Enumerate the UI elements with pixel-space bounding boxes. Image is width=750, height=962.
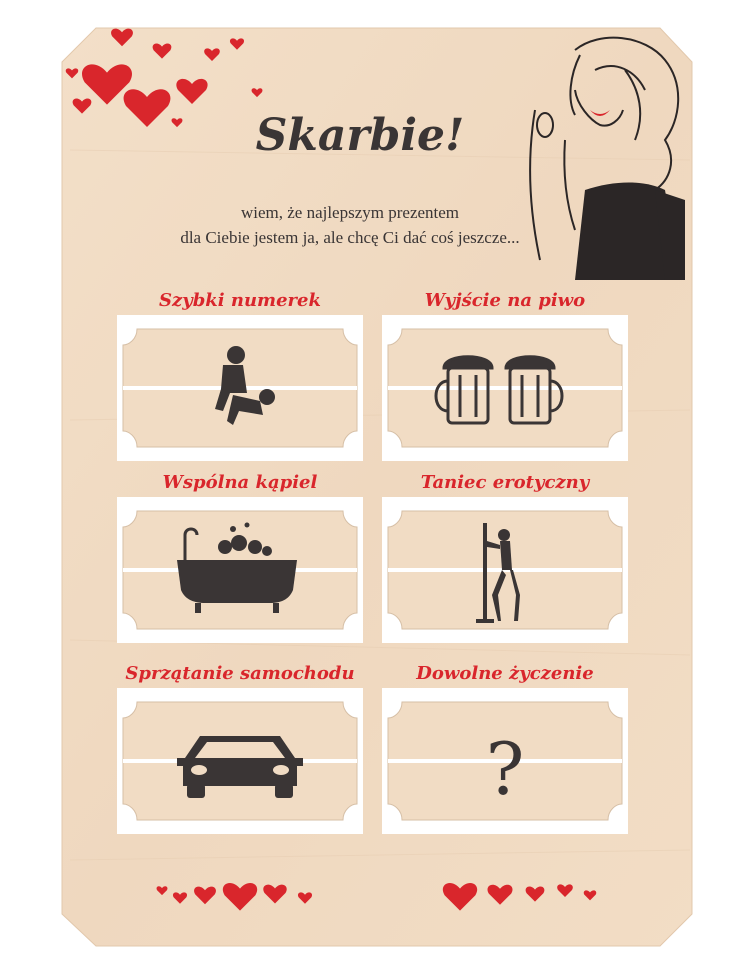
board-subtitle [140,200,560,250]
coupon-ticket[interactable] [380,686,630,836]
coupon-ticket[interactable] [115,495,365,645]
coupon-label: Wyjście na piwo [424,290,586,311]
coupon-ticket[interactable] [380,313,630,463]
coupon-label: Szybki numerek [159,290,321,311]
coupon-label: Taniec erotyczny [420,472,590,493]
coupon-label: Wspólna kąpiel [162,472,318,493]
board-title: Skarbie! [255,110,465,161]
coupon-ticket[interactable] [115,686,365,836]
coupon-ticket[interactable] [380,495,630,645]
coupon-ticket[interactable] [115,313,365,463]
coupon-label: Dowolne życzenie [416,663,594,684]
subtitle-line: dla Ciebie jestem ja, ale chcę Ci dać coś jeszcze... [180,228,520,247]
subtitle-line: wiem, że najlepszym prezentem [240,203,460,222]
hearts-decoration-icon [150,872,330,922]
coupon-label: Sprzątanie samochodu [125,663,355,684]
hearts-decoration-icon [430,872,610,922]
question-mark-icon: ? [485,727,525,811]
woman-portrait-icon [505,30,690,290]
